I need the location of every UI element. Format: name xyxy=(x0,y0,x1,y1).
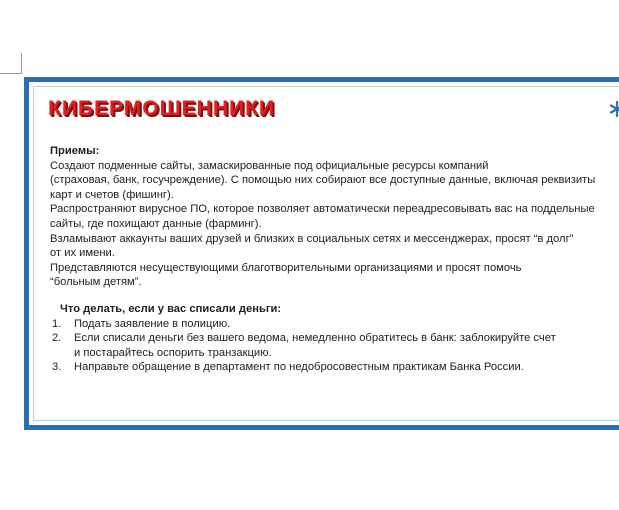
actions-list xyxy=(50,317,619,375)
list-item-text: Если списали деньги без вашего ведома, немедленно обратитесь в банк: заблокируйте счет xyxy=(74,332,556,345)
snowflake-logo-icon xyxy=(609,101,619,117)
list-item-number: 1. xyxy=(52,317,62,330)
methods-line: Распространяют вирусное ПО, которое позволяет автоматически переадресовывать вас на поддельные xyxy=(50,203,595,216)
list-item-number: 2. xyxy=(52,332,62,345)
list-item xyxy=(50,331,619,346)
list-item xyxy=(50,317,619,332)
methods-line: карт и счетов (фишинг). xyxy=(50,188,174,201)
page-corner-mark xyxy=(0,73,22,74)
list-item xyxy=(50,360,619,375)
card-body xyxy=(50,144,619,375)
list-item-text: Подать заявление в полицию. xyxy=(74,317,231,330)
page-corner-mark xyxy=(21,53,22,74)
methods-heading: Приемы: xyxy=(50,145,100,157)
methods-line: Представляются несуществующими благотворительными организациями и просят помочь xyxy=(50,261,522,274)
methods-line: от их имени. xyxy=(50,247,115,260)
info-card xyxy=(24,77,619,430)
methods-line: сайты, где похищают данные (фарминг). xyxy=(50,217,262,230)
methods-line: (страховая, банк, госучреждение). С помощью них собирают все доступные данные, включая реквизиты xyxy=(50,174,596,187)
list-item-continuation xyxy=(50,346,619,361)
actions-heading: Что делать, если у вас списали деньги: xyxy=(60,302,282,315)
list-item-text: и постарайтесь оспорить транзакцию. xyxy=(74,346,272,359)
methods-line: Взламывают аккаунты ваших друзей и близких в социальных сетях и мессенджерах, просят “в долг” xyxy=(50,232,574,245)
page-title: КИБЕРМОШЕННИКИ xyxy=(48,97,276,120)
methods-line: Создают подменные сайты, замаскированные под официальные ресурсы компаний xyxy=(50,159,489,172)
list-item-number: 3. xyxy=(52,361,62,374)
list-item-text: Направьте обращение в департамент по недобросовестным практикам Банка России. xyxy=(74,361,524,374)
methods-line: “больным детям”. xyxy=(50,276,142,289)
